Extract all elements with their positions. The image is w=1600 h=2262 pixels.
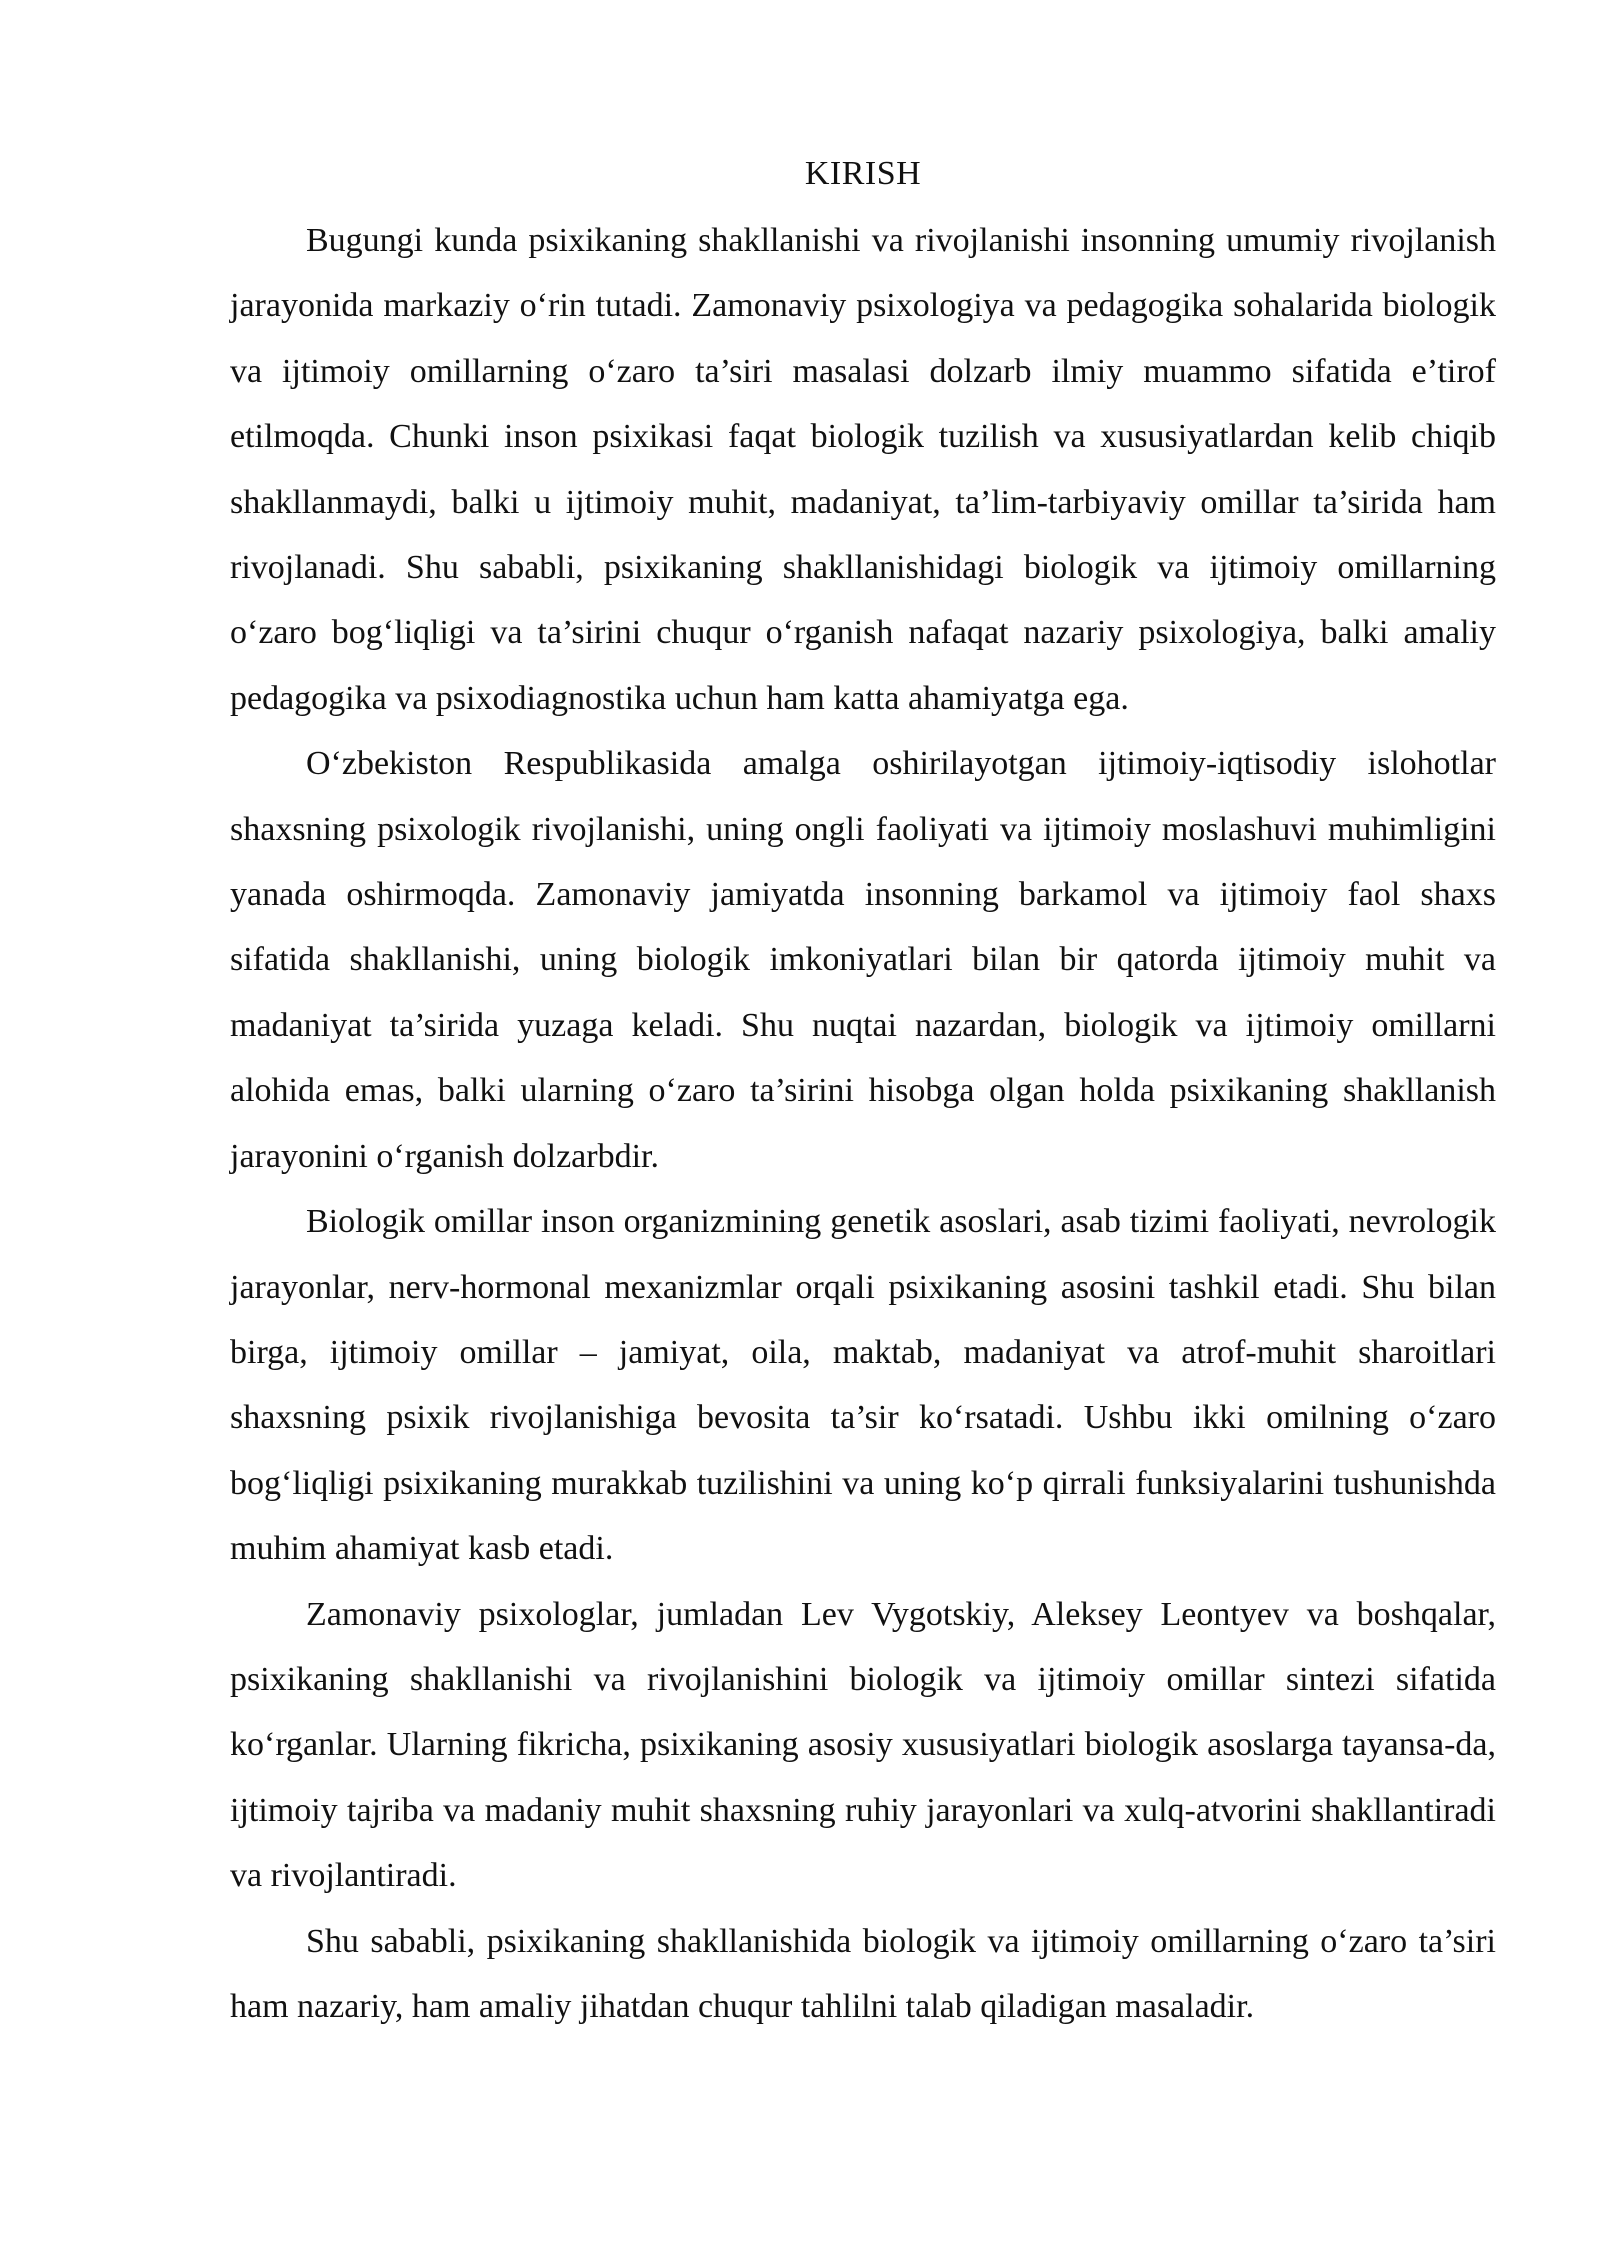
page-title: KIRISH <box>804 155 922 192</box>
page-content <box>230 148 1496 2039</box>
paragraph-1: Bugungi kunda psixikaning shakllanishi va rivojlanishi insonning umumiy rivojlanish jarayonida markaziy o‘rin tutadi. Zamonaviy psixologiya va pedagogika sohalarida biologik va ijtimoiy omillarning o‘zaro ta’siri masalasi dolzarb ilmiy muammo sifatida e’tirof etilmoqda. Chunki inson psixikasi faqat biologik tuzilish va xususiyatlardan kelib chiqib shakllanmaydi, balki u ijtimoiy muhit, madaniyat, ta’lim-tarbiyaviy omillar ta’sirida ham rivojlanadi. Shu sababli, psixikaning shakllanishidagi biologik va ijtimoiy omillarning o‘zaro bog‘liqligi va ta’sirini chuqur o‘rganish nafaqat nazariy psixologiya, balki amaliy pedagogika va psixodiagnostika uchun ham katta ahamiyatga ega. <box>230 222 1496 717</box>
paragraph-2: O‘zbekiston Respublikasida amalga oshirilayotgan ijtimoiy-iqtisodiy islohotlar shaxsning psixologik rivojlanishi, uning ongli faoliyati va ijtimoiy moslashuvi muhimligini yanada oshirmoqda. Zamonaviy jamiyatda insonning barkamol va ijtimoiy faol shaxs sifatida shakllanishi, uning biologik imkoniyatlari bilan bir qatorda ijtimoiy muhit va madaniyat ta’sirida yuzaga keladi. Shu nuqtai nazardan, biologik va ijtimoiy omillarni alohida emas, balki ularning o‘zaro ta’sirini hisobga olgan holda psixikaning shakllanish jarayonini o‘rganish dolzarbdir. <box>230 745 1496 1175</box>
paragraph-4: Zamonaviy psixologlar, jumladan Lev Vygotskiy, Aleksey Leontyev va boshqalar, psixikaning shakllanishi va rivojlanishini biologik va ijtimoiy omillar sintezi sifatida ko‘rganlar. Ularning fikricha, psixikaning asosiy xususiyatlari biologik asoslarga tayansa-da, ijtimoiy tajriba va madaniy muhit shaxsning ruhiy jarayonlari va xulq-atvorini shakllantiradi va rivojlantiradi. <box>230 1595 1496 1895</box>
paragraph-5: Shu sababli, psixikaning shakllanishida biologik va ijtimoiy omillarning o‘zaro ta’siri ham nazariy, ham amaliy jihatdan chuqur tahlilni talab qiladigan masaladir. <box>230 1922 1496 2025</box>
paragraph-3: Biologik omillar inson organizmining genetik asoslari, asab tizimi faoliyati, nevrologik jarayonlar, nerv-hormonal mexanizmlar orqali psixikaning asosini tashkil etadi. Shu bilan birga, ijtimoiy omillar – jamiyat, oila, maktab, madaniyat va atrof-muhit sharoitlari shaxsning psixik rivojlanishiga bevosita ta’sir ko‘rsatadi. Ushbu ikki omilning o‘zaro bog‘liqligi psixikaning murakkab tuzilishini va uning ko‘p qirrali funksiyalarini tushunishda muhim ahamiyat kasb etadi. <box>230 1203 1496 1568</box>
